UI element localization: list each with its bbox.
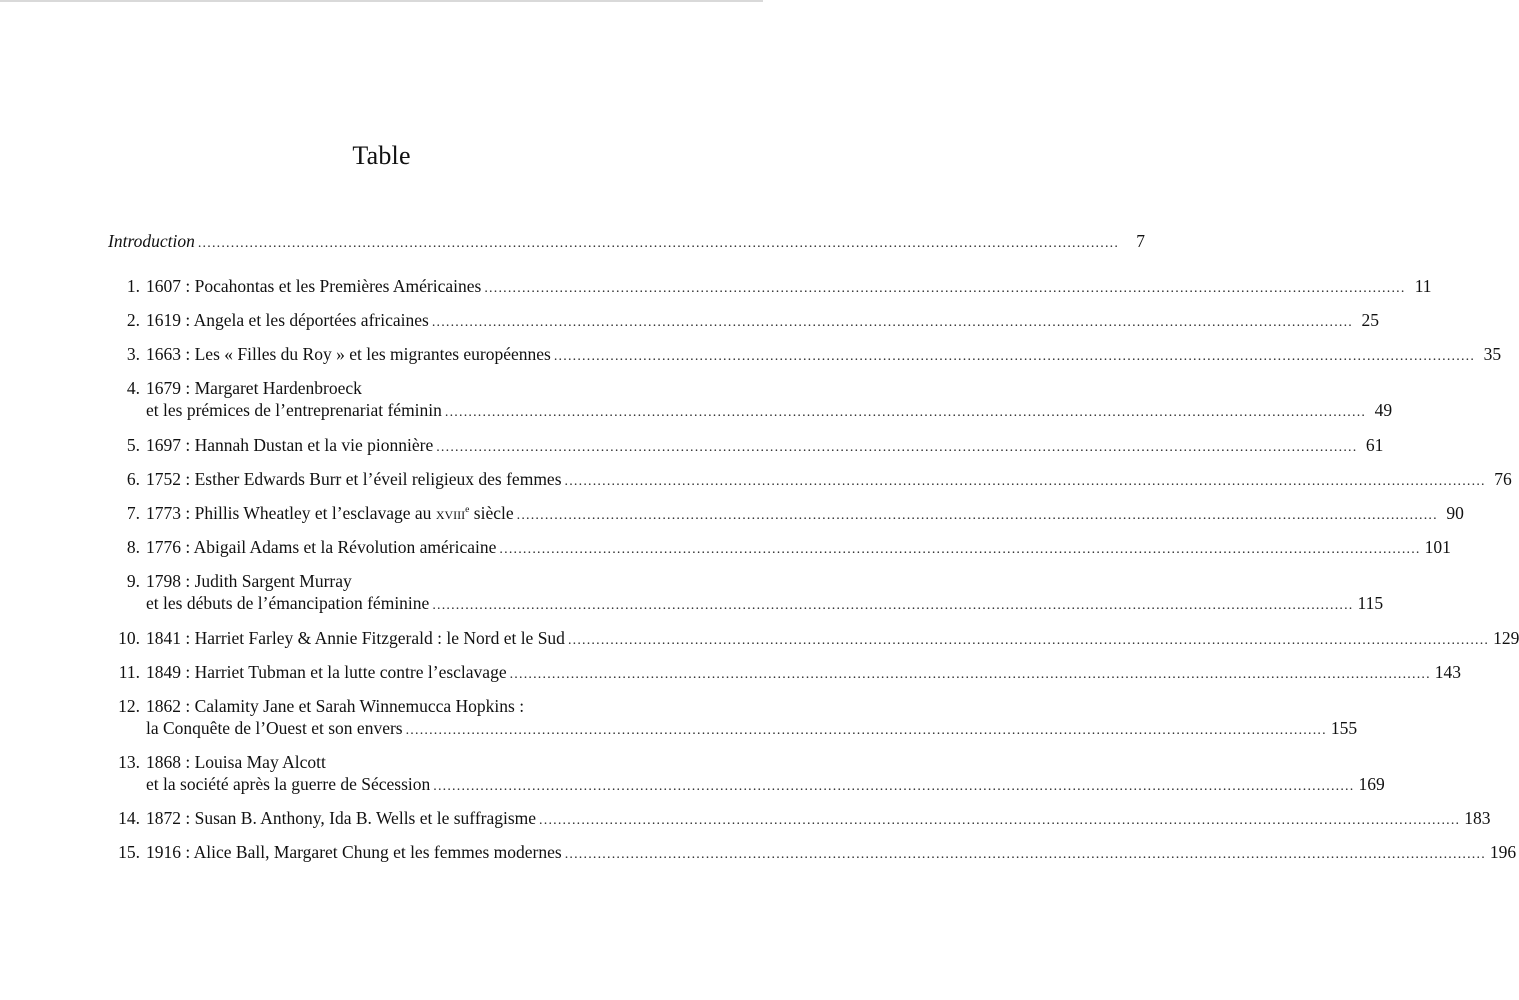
toc-page-number: 7 xyxy=(1136,231,1146,251)
toc-entry-title-continued: et la société après la guerre de Sécession xyxy=(146,774,431,794)
dot-leader xyxy=(565,471,1486,493)
toc-entry[interactable] xyxy=(108,343,1502,368)
chapter-number: 9. xyxy=(126,571,140,591)
toc-entry-title-continued: et les débuts de l’émancipation féminine xyxy=(146,593,430,613)
toc-entry-title: 1862 : Calamity Jane et Sarah Winnemucca Hopkins : xyxy=(146,696,525,716)
dot-leader xyxy=(436,437,1357,459)
dot-leader xyxy=(432,595,1353,617)
chapter-number: 13. xyxy=(118,752,140,772)
toc-entry-title: 1619 : Angela et les déportées africaines xyxy=(146,310,429,330)
toc-page-number: 90 xyxy=(1446,503,1464,523)
chapter-number: 7. xyxy=(126,503,140,523)
toc-entry-title: 1607 : Pocahontas et les Premières Américaines xyxy=(146,276,482,296)
toc-entry[interactable] xyxy=(108,751,1385,798)
toc-page-number: 196 xyxy=(1489,842,1517,862)
dot-leader xyxy=(433,776,1354,798)
chapter-number: 3. xyxy=(126,344,140,364)
toc-entry[interactable] xyxy=(108,275,1432,300)
toc-page-number: 61 xyxy=(1365,435,1384,455)
toc-entry[interactable] xyxy=(108,377,1393,424)
toc-entry-title: 1679 : Margaret Hardenbroeck xyxy=(146,378,362,398)
toc-entry[interactable] xyxy=(108,468,1512,493)
dot-leader xyxy=(510,664,1431,686)
dot-leader xyxy=(565,844,1486,866)
toc-entry[interactable] xyxy=(108,309,1380,334)
toc-entry[interactable] xyxy=(108,807,1491,832)
chapter-number: 2. xyxy=(126,310,140,330)
century-numeral: xviii xyxy=(435,504,466,523)
chapter-number: 5. xyxy=(126,435,140,455)
toc-entry[interactable] xyxy=(108,841,1517,866)
toc-entry-title: 1916 : Alice Ball, Margaret Chung et les femmes modernes xyxy=(146,842,562,862)
toc-entry-title: 1798 : Judith Sargent Murray xyxy=(146,571,352,591)
chapter-number: 15. xyxy=(118,842,140,862)
toc-entry-title: 1868 : Louisa May Alcott xyxy=(146,752,326,772)
toc-entry-title: 1849 : Harriet Tubman et la lutte contre l’esclavage xyxy=(146,662,507,682)
dot-leader xyxy=(499,539,1420,561)
century-superscript: e xyxy=(465,504,470,516)
toc-page-number: 49 xyxy=(1374,400,1393,420)
toc-entry[interactable] xyxy=(108,661,1462,686)
toc-entry[interactable] xyxy=(108,570,1384,617)
toc-page-number: 35 xyxy=(1483,344,1502,364)
dot-leader xyxy=(517,505,1438,527)
toc-entry-title: 1776 : Abigail Adams et la Révolution américaine xyxy=(146,537,497,557)
toc-entry-title-continued: et les prémices de l’entreprenariat féminin xyxy=(146,400,442,420)
toc-page-number: 76 xyxy=(1494,469,1512,489)
dot-leader xyxy=(554,346,1475,368)
toc-entry-title: 1841 : Harriet Farley & Annie Fitzgerald : le Nord et le Sud xyxy=(146,628,565,648)
chapter-number: 14. xyxy=(118,808,140,828)
toc-page-number: 25 xyxy=(1361,310,1380,330)
toc-entry[interactable] xyxy=(108,695,1358,742)
toc-entry-title-continued: la Conquête de l’Ouest et son envers xyxy=(146,718,403,738)
toc-entry-introduction[interactable] xyxy=(108,230,1146,255)
page-edge-line xyxy=(0,0,763,2)
dot-leader xyxy=(568,630,1489,652)
toc-entry-title: 1773 : Phillis Wheatley et l’esclavage au xviii$^e$ siècle xyxy=(146,503,514,523)
toc-entry[interactable] xyxy=(108,502,1464,527)
dot-leader xyxy=(406,720,1327,742)
toc-page-number: 115 xyxy=(1357,593,1384,613)
chapter-number: 11. xyxy=(118,662,140,682)
toc-page-number: 143 xyxy=(1434,662,1462,682)
dot-leader xyxy=(539,810,1460,832)
toc-entry-title: 1697 : Hannah Dustan et la vie pionnière xyxy=(146,435,434,455)
toc-page-number: 169 xyxy=(1358,774,1385,794)
dot-leader xyxy=(198,233,1119,255)
page-title: Table xyxy=(352,141,411,170)
chapter-number: 12. xyxy=(118,696,140,716)
toc-entry[interactable] xyxy=(108,627,1519,652)
toc-page-number: 101 xyxy=(1424,537,1451,557)
toc-page-number: 183 xyxy=(1464,808,1491,828)
dot-leader xyxy=(445,402,1366,424)
toc-entry[interactable] xyxy=(108,536,1451,561)
toc-entry-title: 1752 : Esther Edwards Burr et l’éveil religieux des femmes xyxy=(146,469,562,489)
chapter-number: 1. xyxy=(126,276,140,296)
chapter-number: 8. xyxy=(126,537,140,557)
toc-page-number: 155 xyxy=(1330,718,1358,738)
toc-entry[interactable] xyxy=(108,434,1384,459)
chapter-number: 10. xyxy=(118,628,140,648)
toc-entry-title: 1663 : Les « Filles du Roy » et les migrantes européennes xyxy=(146,344,551,364)
toc-entry-title: Introduction xyxy=(108,231,195,251)
chapter-number: 6. xyxy=(126,469,140,489)
toc-page-number: 11 xyxy=(1414,276,1432,296)
toc-page-number: 129 xyxy=(1493,628,1519,648)
dot-leader xyxy=(484,278,1405,300)
dot-leader xyxy=(432,312,1353,334)
toc-entry-title: 1872 : Susan B. Anthony, Ida B. Wells et le suffragisme xyxy=(146,808,537,828)
chapter-number: 4. xyxy=(126,378,140,398)
